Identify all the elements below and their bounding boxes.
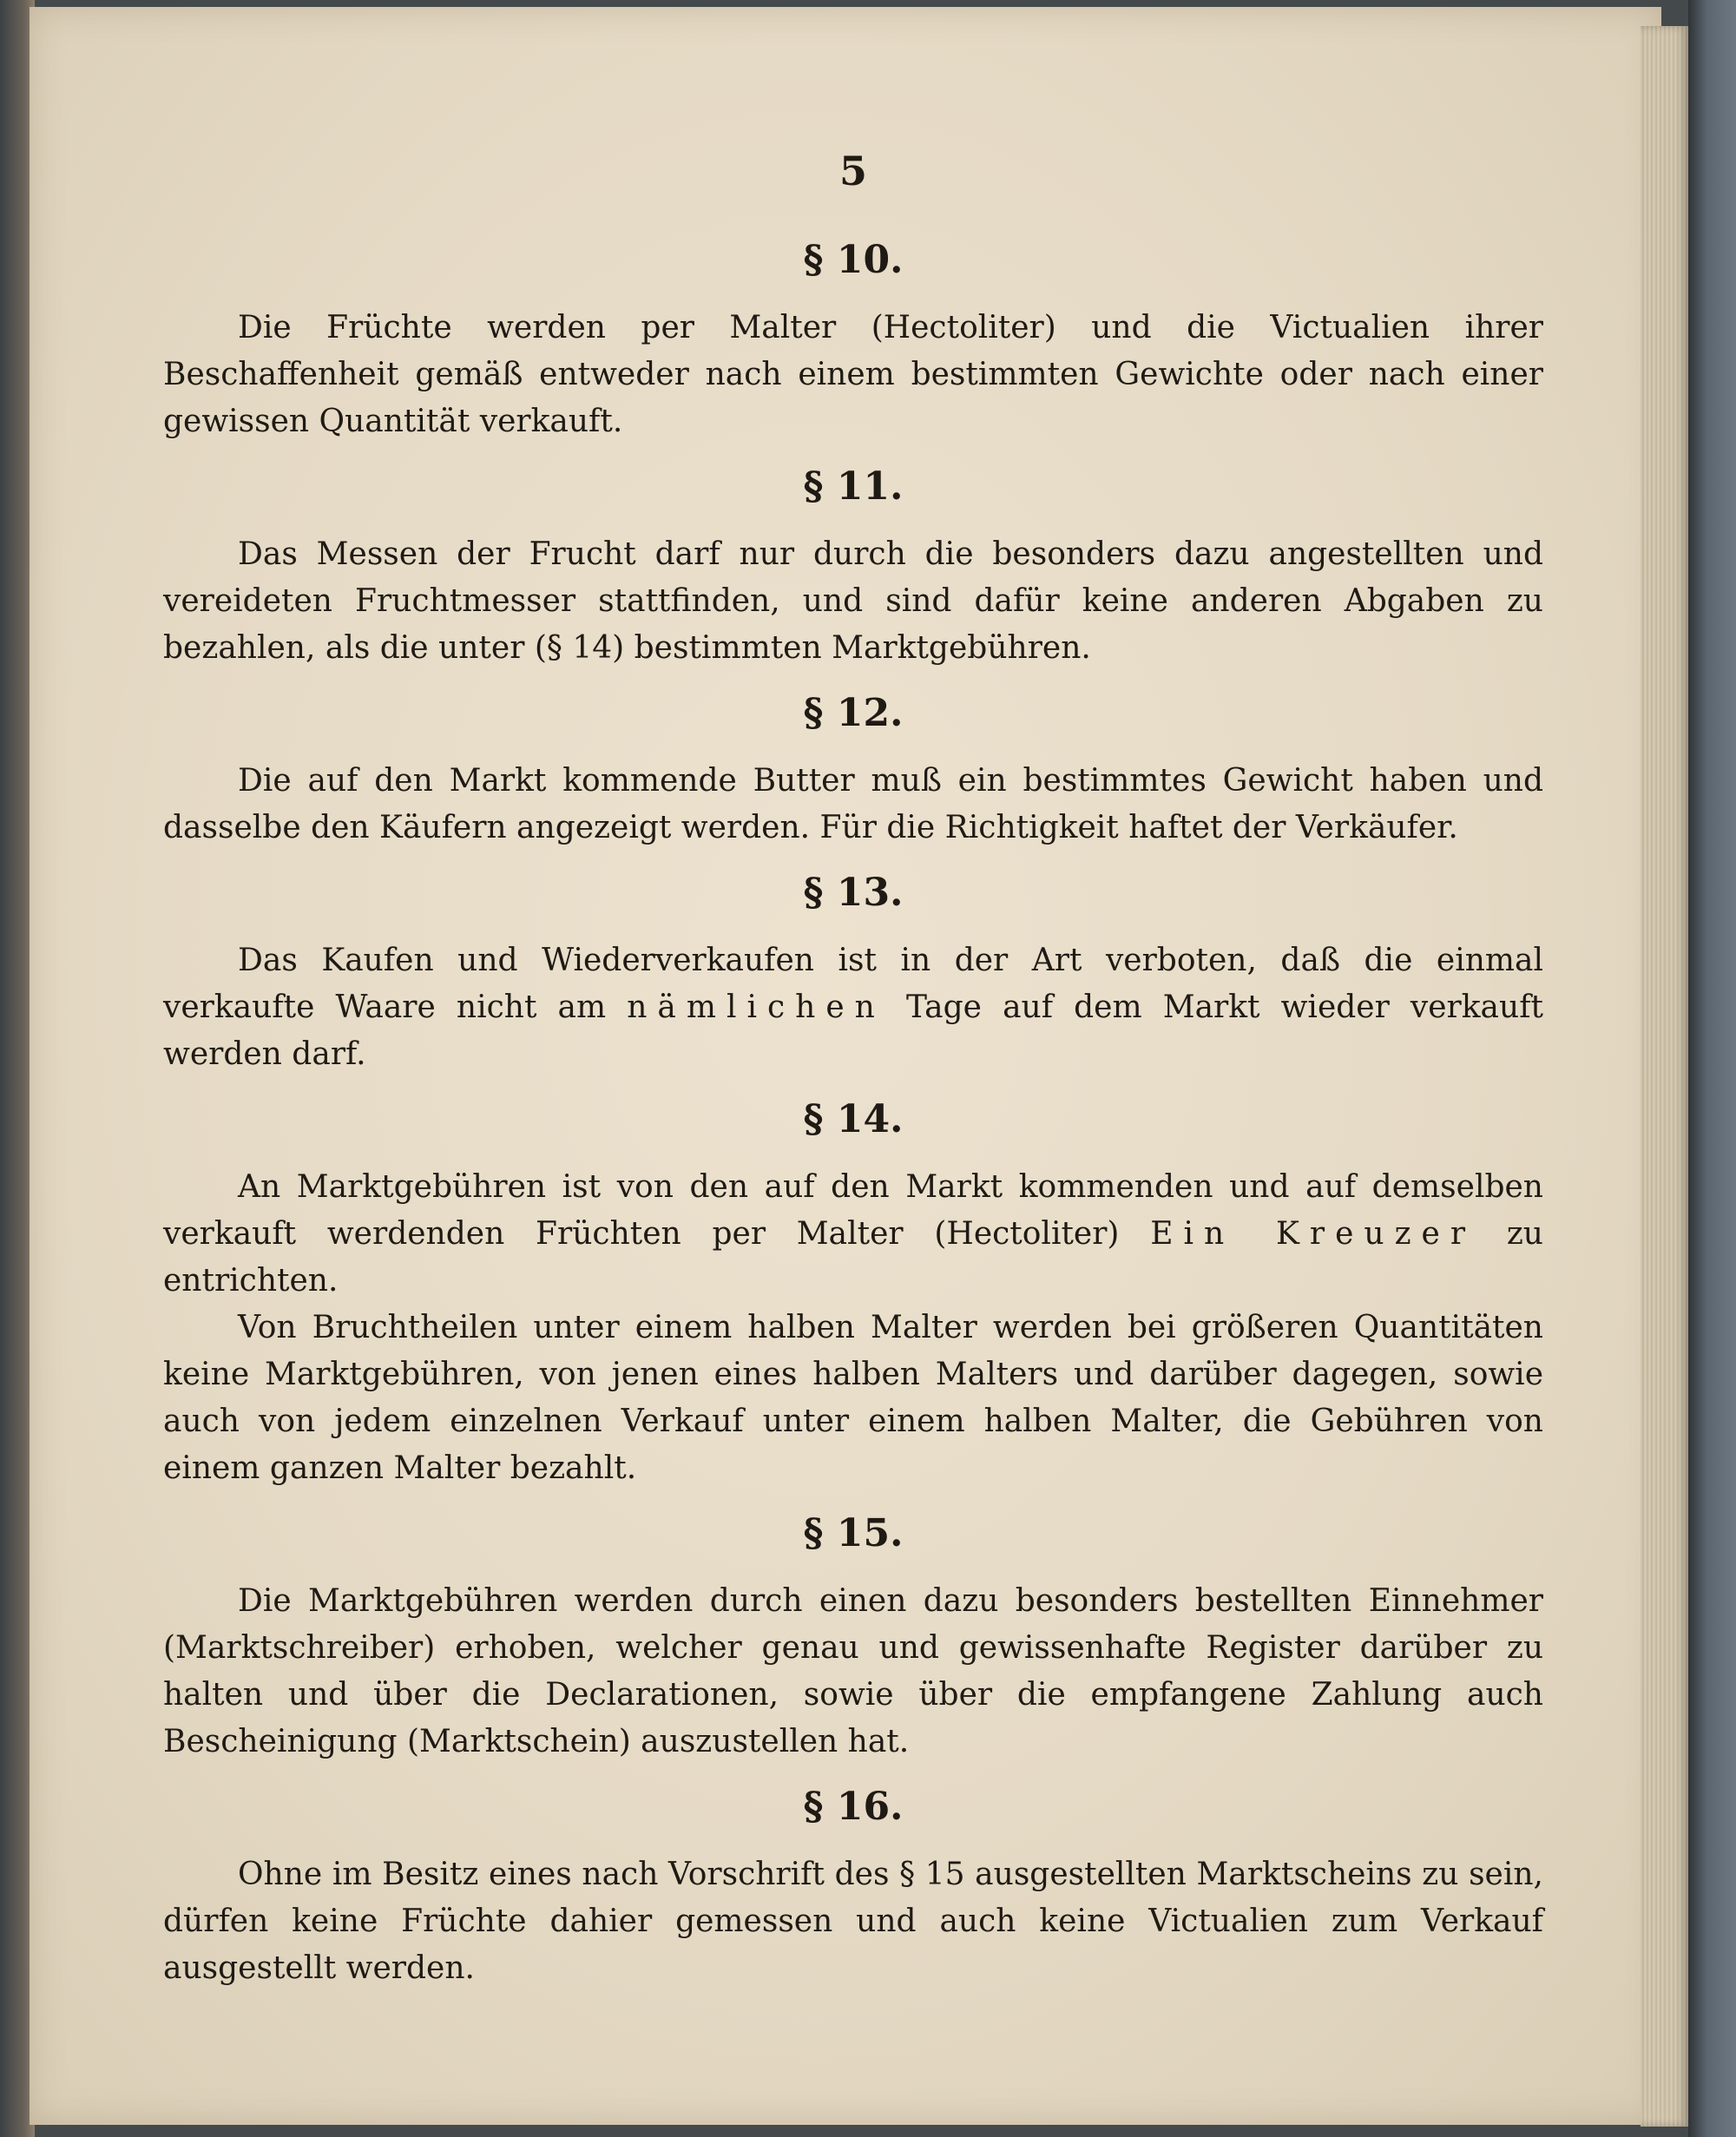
paragraph: Von Bruchtheilen unter einem halben Malter werden bei größeren Quantitäten keine Marktgebühren, von jenen eines halben Malters und darüber dagegen, sowie auch von jedem einzelnen Verkauf unter einem halben Malter, die Gebühren von einem ganzen Malter bezahlt. — [163, 1310, 1543, 1486]
paragraph-text: Das Kaufen und Wiederverkaufen ist in der Art verboten, daß die einmal verkaufte Waare nicht am — [163, 943, 1543, 1025]
section-heading: § 13. — [803, 871, 904, 915]
paragraph: Die Marktgebühren werden durch einen dazu besonders bestellten Einnehmer (Marktschreiber) erhoben, welcher genau und gewissenhafte Register darüber zu halten und über die Declarationen, sowie über die empfangene Zahlung auch Bescheinigung (Marktschein) auszustellen hat. — [163, 1583, 1543, 1759]
section-14 — [163, 1097, 1543, 1492]
section-16 — [163, 1785, 1543, 1992]
paragraph: Die Früchte werden per Malter (Hectoliter) und die Victualien ihrer Beschaffenheit gemäß entweder nach einem bestimmten Gewichte oder nach einer gewissen Quantität verkauft. — [163, 310, 1543, 439]
section-10 — [163, 238, 1543, 445]
paragraph-text: An Marktgebühren ist von den auf den Markt kommenden und auf demselben verkauft werdenden Früchten per Malter (Hectoliter) — [163, 1169, 1543, 1252]
emphasized-word: nämlichen — [627, 990, 885, 1025]
section-heading: § 12. — [803, 691, 904, 735]
section-13 — [163, 871, 1543, 1078]
paragraph: Die auf den Markt kommende Butter muß ein bestimmtes Gewicht haben und dasselbe den Käufern angezeigt werden. Für die Richtigkeit haftet der Verkäufer. — [163, 763, 1543, 845]
page-content — [163, 148, 1543, 2011]
section-heading: § 14. — [803, 1097, 904, 1141]
paragraph: Ohne im Besitz eines nach Vorschrift des § 15 ausgestellten Marktscheins zu sein, dürfen keine Früchte dahier gemessen und auch keine Victualien zum Verkauf ausgestellt werden. — [163, 1857, 1543, 1986]
section-12 — [163, 691, 1543, 852]
paragraph-text: Tage auf dem Markt wieder verkauft werden darf. — [163, 990, 1544, 1072]
paragraph — [163, 937, 1543, 1078]
section-heading: § 11. — [803, 464, 904, 509]
page-stack-edge — [1641, 26, 1688, 2127]
page-number: 5 — [838, 148, 867, 194]
paragraph-text: zu entrichten. — [163, 1216, 1543, 1299]
section-heading: § 16. — [803, 1785, 904, 1829]
paragraph: Das Messen der Frucht darf nur durch die besonders dazu angestellten und vereideten Fruchtmesser stattfinden, und sind dafür keine anderen Abgaben zu bezahlen, als die unter (§ 14) bestimmten Marktgebühren. — [163, 536, 1543, 666]
paragraph — [163, 1164, 1543, 1305]
section-15 — [163, 1511, 1543, 1765]
section-11 — [163, 464, 1543, 672]
emphasized-word: Ein Kreuzer — [1150, 1216, 1476, 1252]
section-heading: § 15. — [803, 1511, 904, 1555]
book-cover-edge — [1688, 0, 1736, 2137]
section-heading: § 10. — [803, 238, 904, 282]
